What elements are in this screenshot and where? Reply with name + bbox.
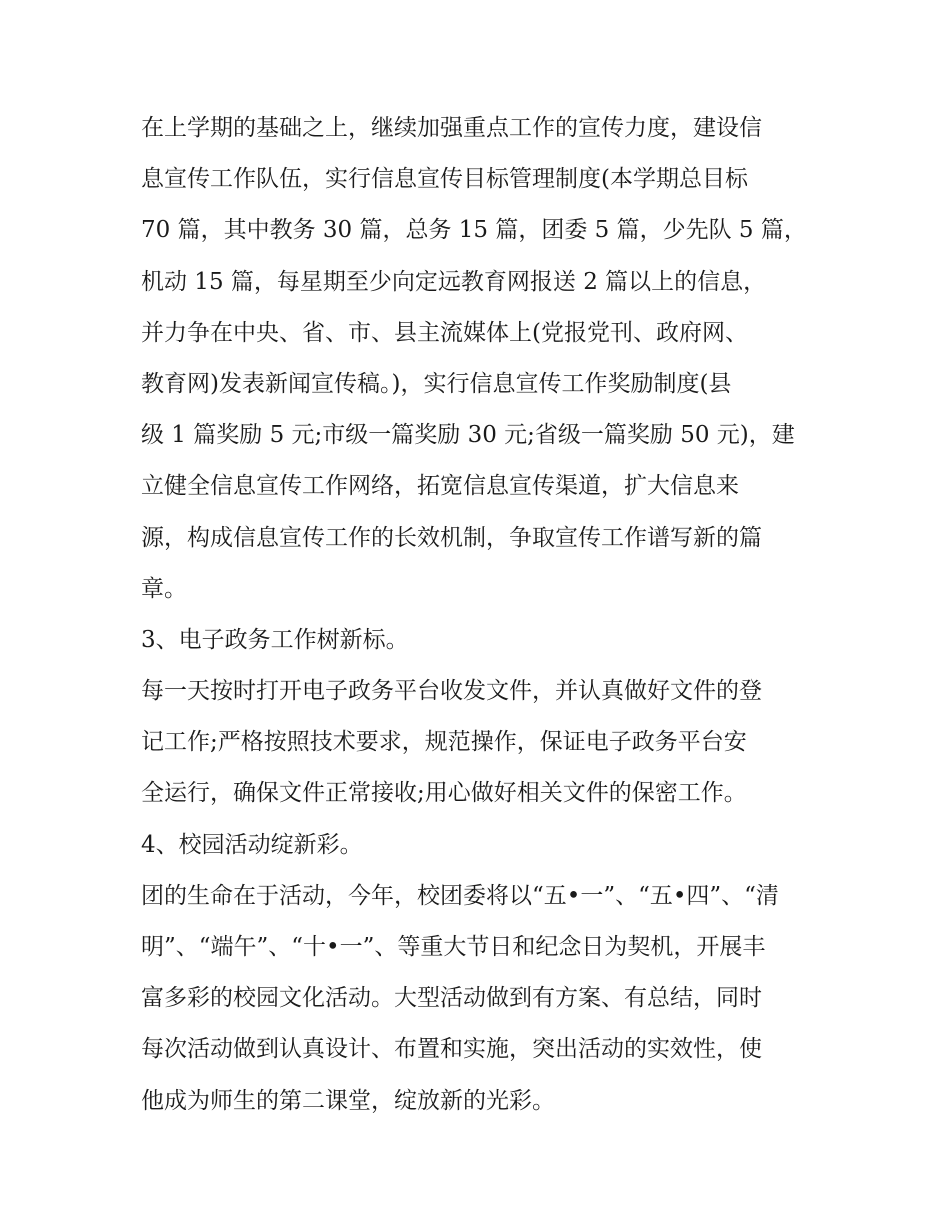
text-line: 级 1 篇奖励 5 元;市级一篇奖励 30 元;省级一篇奖励 50 元)，建 <box>141 422 795 449</box>
text-line: 明”、“端午”、“十•一”、等重大节日和纪念日为契机，开展丰 <box>141 934 766 960</box>
document-body <box>141 103 831 1127</box>
text-line: 富多彩的校园文化活动。大型活动做到有方案、有总结，同时 <box>141 985 762 1012</box>
text-line: 章。 <box>141 575 187 602</box>
text-line: 记工作;严格按照技术要求，规范操作，保证电子政务平台安 <box>141 729 747 756</box>
text-line: 在上学期的基础之上，继续加强重点工作的宣传力度，建设信 <box>141 115 762 141</box>
text-line: 70 篇，其中教务 30 篇，总务 15 篇，团委 5 篇，少先队 5 篇， <box>141 217 807 244</box>
text-line: 他成为师生的第二课堂，绽放新的光彩。 <box>141 1087 555 1114</box>
text-line: 并力争在中央、省、市、县主流媒体上(党报党刊、政府网、 <box>141 319 748 346</box>
text-line: 机动 15 篇，每星期至少向定远教育网报送 2 篇以上的信息， <box>141 268 767 295</box>
text-line: 立健全信息宣传工作网络，拓宽信息宣传渠道，扩大信息来 <box>141 473 739 500</box>
text-line: 息宣传工作队伍，实行信息宣传目标管理制度(本学期总目标 <box>141 166 748 193</box>
text-line: 全运行，确保文件正常接收;用心做好相关文件的保密工作。 <box>141 780 747 807</box>
text-line: 团的生命在于活动，今年，校团委将以“五•一”、“五•四”、“清 <box>141 882 779 909</box>
text-line: 每次活动做到认真设计、布置和实施，突出活动的实效性，使 <box>141 1036 762 1063</box>
text-line: 源，构成信息宣传工作的长效机制，争取宣传工作谱写新的篇 <box>141 524 762 551</box>
section-heading: 3、电子政务工作树新标。 <box>141 626 409 653</box>
text-line: 教育网)发表新闻宣传稿。)，实行信息宣传工作奖励制度(县 <box>141 370 732 397</box>
section-heading: 4、校园活动绽新彩。 <box>141 831 363 858</box>
text-line: 每一天按时打开电子政务平台收发文件，并认真做好文件的登 <box>141 678 762 705</box>
